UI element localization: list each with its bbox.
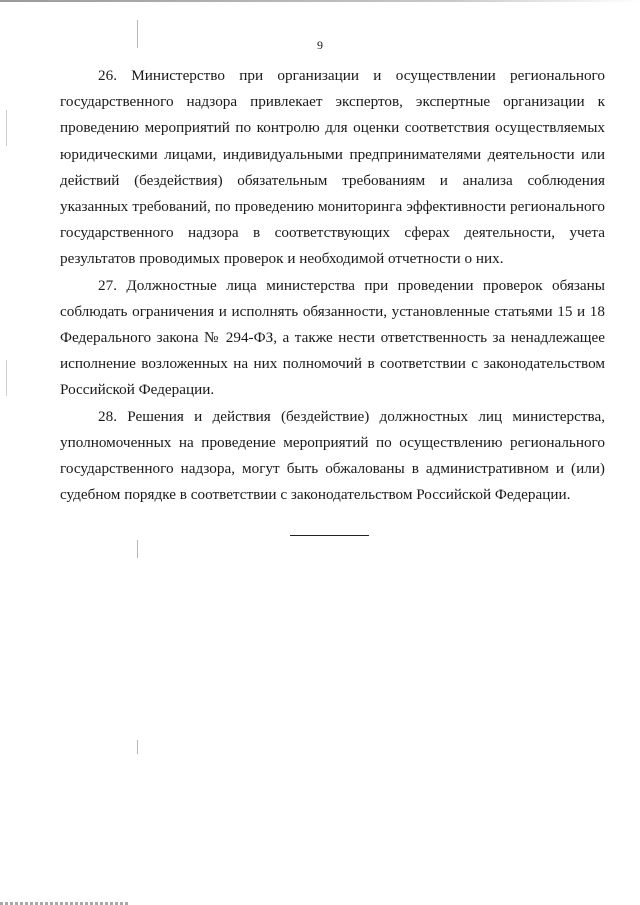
page-number: 9	[317, 38, 323, 52]
scan-artifact-mark	[137, 740, 138, 754]
document-body	[60, 63, 605, 508]
scan-artifact-mark	[6, 360, 7, 396]
paragraph-28: 28. Решения и действия (бездействие) должностных лиц министерства, уполномоченных на проведение мероприятий по осуществлению регионального государственного надзора, могут быть обжалованы в административном и (или) судебном порядке в соответствии с законодательством Российской Федерации.	[60, 407, 605, 504]
scan-top-edge	[0, 0, 640, 2]
scan-artifact-mark	[137, 540, 138, 558]
closing-divider-line	[290, 535, 369, 536]
scan-artifact-mark	[6, 110, 7, 146]
paragraph-27: 27. Должностные лица министерства при проведении проверок обязаны соблюдать ограничения и исполнять обязанности, установленные статьями 15 и 18 Федерального закона № 294-ФЗ, а также нести ответственность за ненадлежащее исполнение возложенных на них полномочий в соответствии с законодательством Российской Федерации.	[60, 276, 605, 399]
paragraph-26: 26. Министерство при организации и осуществлении регионального государственного надзора привлекает экспертов, экспертные организации к проведению мероприятий по контролю для оценки соответствия осуществляемых юридическими лицами, индивидуальными предпринимателями деятельности или действий (бездействия) обязательным требованиям и анализа соблюдения указанных требований, по проведению мониторинга эффективности регионального государственного надзора в соответствующих сферах деятельности, учета результатов проводимых проверок и необходимой отчетности о них.	[60, 67, 605, 268]
